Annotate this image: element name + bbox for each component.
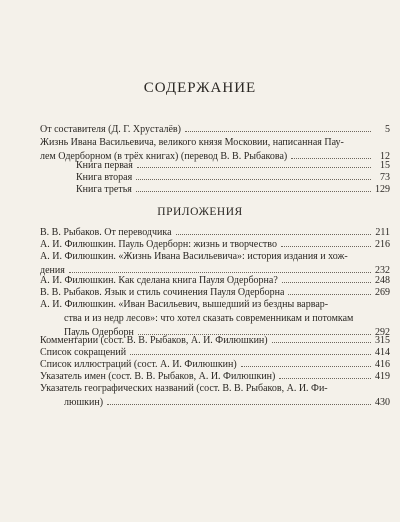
toc-entry-text: лем Одерборном (в трёх книгах) (перевод В. В. Рыбакова) bbox=[40, 151, 288, 162]
toc-page-number: 129 bbox=[375, 184, 390, 195]
toc-page-number: 73 bbox=[380, 172, 390, 183]
toc-page-number: 269 bbox=[375, 287, 390, 298]
toc-entry-text: дения bbox=[40, 265, 65, 276]
toc-page-number: 232 bbox=[375, 265, 390, 276]
toc-page-number: 292 bbox=[375, 327, 390, 338]
toc-entry-text: А. И. Филюшкин. «Жизнь Ивана Васильевича»: история издания и хож- bbox=[40, 251, 348, 262]
toc-entry bbox=[40, 123, 390, 137]
toc-entry-text: А. И. Филюшкин. Пауль Одерборн: жизнь и творчество bbox=[40, 239, 277, 250]
toc-entry-text: От составителя (Д. Г. Хрусталёв) bbox=[40, 124, 181, 135]
toc-entry bbox=[76, 183, 390, 197]
toc-page-number: 414 bbox=[375, 347, 390, 358]
toc-entry bbox=[40, 382, 390, 410]
toc-entry-text: ства и из недр лесов»: что хотел сказать современникам и потомкам bbox=[64, 313, 354, 324]
appendix-heading: ПРИЛОЖЕНИЯ bbox=[157, 206, 243, 218]
toc-entry-text: А. И. Филюшкин. «Иван Васильевич, вышедший из бездны варвар- bbox=[40, 299, 329, 310]
toc-entry-text: Указатель географических названий (сост. В. В. Рыбаков, А. И. Фи- bbox=[40, 383, 328, 394]
toc-entry-text: А. И. Филюшкин. Как сделана книга Пауля Одерборна? bbox=[40, 275, 278, 286]
toc-entry-text: Книга первая bbox=[76, 160, 133, 171]
toc-entry-text: Книга вторая bbox=[76, 172, 133, 183]
toc-entry-text: Пауль Одерборн bbox=[64, 327, 134, 338]
toc-page-number: 416 bbox=[375, 359, 390, 370]
toc-entry-text: Список сокращений bbox=[40, 347, 127, 358]
toc-entry-text: Список иллюстраций (сост. А. И. Филюшкин) bbox=[40, 359, 237, 370]
toc-entry-text: Жизнь Ивана Васильевича, великого князя Московии, написанная Пау- bbox=[40, 137, 344, 148]
contents-heading: СОДЕРЖАНИЕ bbox=[143, 80, 257, 96]
toc-entry-text: люшкин) bbox=[64, 397, 104, 408]
toc-entry-text: В. В. Рыбаков. От переводчика bbox=[40, 227, 172, 238]
toc-page-number: 5 bbox=[385, 124, 390, 135]
toc-page-number: 248 bbox=[375, 275, 390, 286]
toc-page-number: 12 bbox=[380, 151, 390, 162]
toc-page-number: 216 bbox=[375, 239, 390, 250]
toc-entry-text: Комментарии (сост. В. В. Рыбаков, А. И. Филюшкин) bbox=[40, 335, 268, 346]
toc-page-number: 211 bbox=[375, 227, 390, 238]
toc-entry-text: В. В. Рыбаков. Язык и стиль сочинения Пауля Одерборна bbox=[40, 287, 285, 298]
toc-page-number: 15 bbox=[380, 160, 390, 171]
toc-entry-text: Указатель имен (сост. В. В. Рыбаков, А. И. Филюшкин) bbox=[40, 371, 276, 382]
toc-entry-text: Книга третья bbox=[76, 184, 132, 195]
toc-page-number: 430 bbox=[375, 397, 390, 408]
toc-page-number: 419 bbox=[375, 371, 390, 382]
toc-page-number: 315 bbox=[375, 335, 390, 346]
